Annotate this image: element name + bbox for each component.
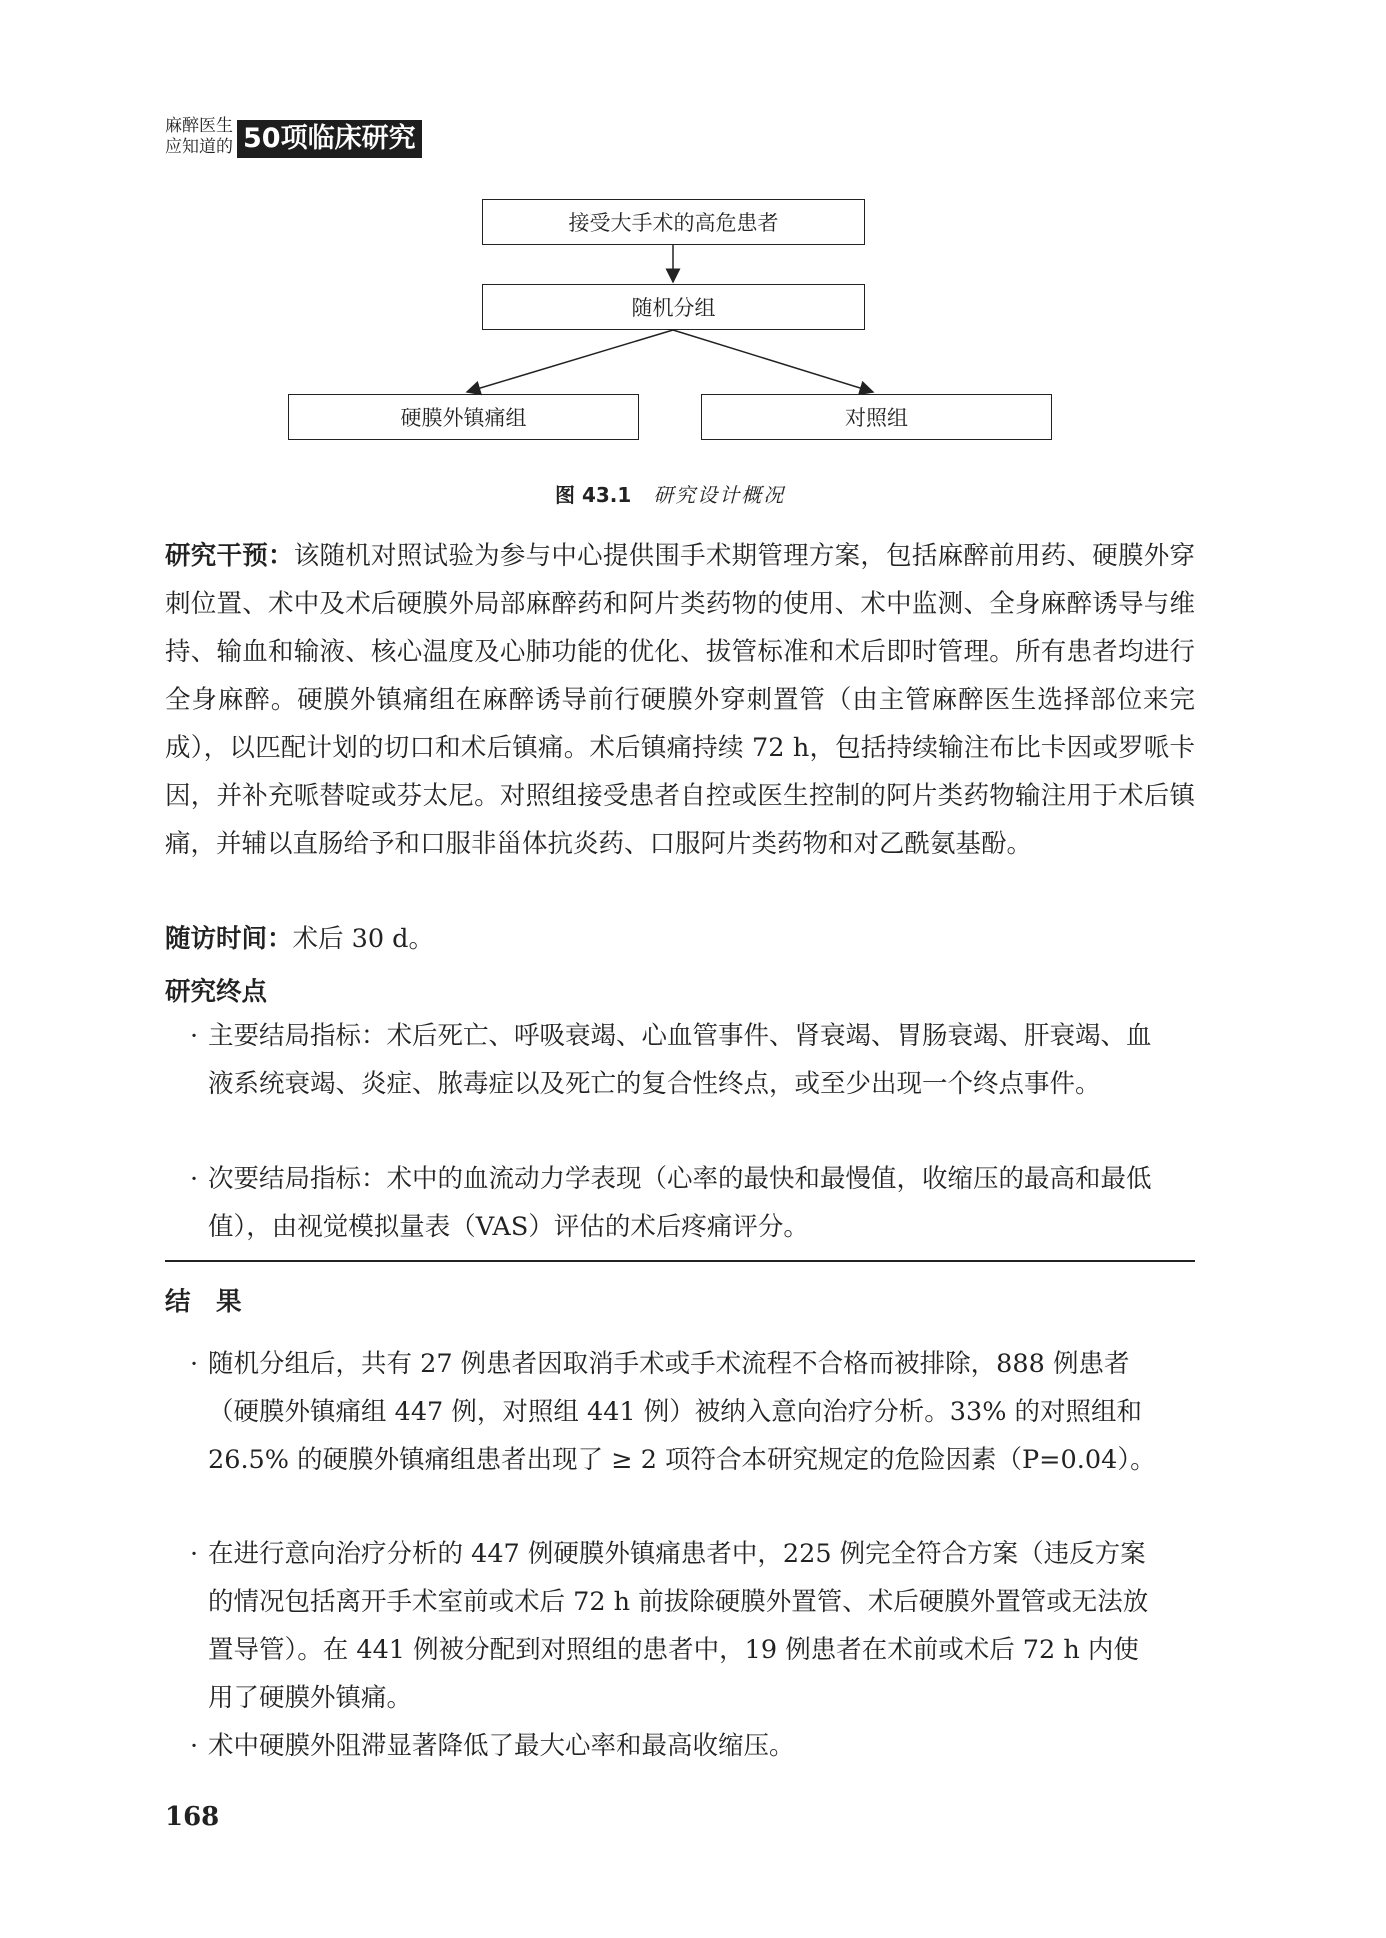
result-item xyxy=(190,1340,1158,1484)
header-book-title: 50项临床研究 xyxy=(237,120,422,158)
bullet-dot: · xyxy=(190,1349,199,1379)
endpoint-item-text: 次要结局指标：术中的血流动力学表现（心率的最快和最慢值，收缩压的最高和最低值），由视觉模拟量表（VAS）评估的术后疼痛评分。 xyxy=(208,1164,1152,1242)
figure-title: 研究设计概况 xyxy=(653,483,786,507)
intervention-text: 该随机对照试验为参与中心提供围手术期管理方案，包括麻醉前用药、硬膜外穿刺位置、术中及术后硬膜外局部麻醉药和阿片类药物的使用、术中监测、全身麻醉诱导与维持、输血和输液、核心温度及心肺功能的优化、拔管标准和术后即时管理。所有患者均进行全身麻醉。硬膜外镇痛组在麻醉诱导前行硬膜外穿刺置管（由主管麻醉医生选择部位来完成），以匹配计划的切口和术后镇痛。术后镇痛持续 72 h，包括持续输注布比卡因或罗哌卡因，并补充哌替啶或芬太尼。对照组接受患者自控或医生控制的阿片类药物输注用于术后镇痛，并辅以直肠给予和口服非甾体抗炎药、口服阿片类药物和对乙酰氨基酚。 xyxy=(165,541,1195,859)
header-subtitle-line2: 应知道的 xyxy=(165,137,233,157)
figure-caption xyxy=(555,479,785,508)
result-item-text: 在进行意向治疗分析的 447 例硬膜外镇痛患者中，225 例完全符合方案（违反方案的情况包括离开手术室前或术后 72 h 前拔除硬膜外置管、术后硬膜外置管或无法放置导管）。在 441 例被分配到对照组的患者中，19 例患者在术前或术后 72 h 内使用了硬膜外镇痛。 xyxy=(208,1539,1149,1713)
bullet-dot: · xyxy=(190,1539,199,1569)
followup-text: 术后 30 d。 xyxy=(292,924,434,954)
flowchart-box-randomization: 随机分组 xyxy=(482,284,865,330)
flowchart xyxy=(0,0,1386,460)
followup-paragraph xyxy=(165,915,1195,963)
followup-label: 随访时间： xyxy=(165,924,293,954)
result-item-text: 术中硬膜外阻滞显著降低了最大心率和最高收缩压。 xyxy=(208,1731,795,1761)
page-number: 168 xyxy=(165,1802,220,1832)
flowchart-box-epidural-group: 硬膜外镇痛组 xyxy=(288,394,639,440)
endpoint-item-secondary xyxy=(190,1155,1158,1251)
bullet-dot: · xyxy=(190,1731,199,1761)
result-item xyxy=(190,1530,1158,1722)
bullet-dot: · xyxy=(190,1164,199,1194)
endpoint-item-primary xyxy=(190,1012,1158,1108)
flowchart-arrows xyxy=(0,0,1386,460)
arrow-to-epidural-group xyxy=(467,330,673,392)
arrow-to-control-group xyxy=(673,330,873,392)
figure-label: 图 43.1 xyxy=(555,483,632,507)
flowchart-box-control-group: 对照组 xyxy=(701,394,1052,440)
intervention-label: 研究干预： xyxy=(165,541,294,571)
result-item-text: 随机分组后，共有 27 例患者因取消手术或手术流程不合格而被排除，888 例患者（硬膜外镇痛组 447 例，对照组 441 例）被纳入意向治疗分析。33% 的对照组和 26.5% 的硬膜外镇痛组患者出现了 ≥ 2 项符合本研究规定的危险因素（P=0.04）。 xyxy=(208,1349,1156,1475)
results-title: 结 果 xyxy=(165,1287,242,1317)
result-item xyxy=(190,1722,1158,1770)
endpoints-title: 研究终点 xyxy=(165,977,268,1007)
intervention-paragraph xyxy=(165,532,1195,868)
header-subtitle-line1: 麻醉医生 xyxy=(165,116,233,136)
flowchart-box-population: 接受大手术的高危患者 xyxy=(482,199,865,245)
section-divider xyxy=(165,1260,1195,1262)
endpoint-item-text: 主要结局指标：术后死亡、呼吸衰竭、心血管事件、肾衰竭、胃肠衰竭、肝衰竭、血液系统衰竭、炎症、脓毒症以及死亡的复合性终点，或至少出现一个终点事件。 xyxy=(208,1021,1152,1099)
bullet-dot: · xyxy=(190,1021,199,1051)
